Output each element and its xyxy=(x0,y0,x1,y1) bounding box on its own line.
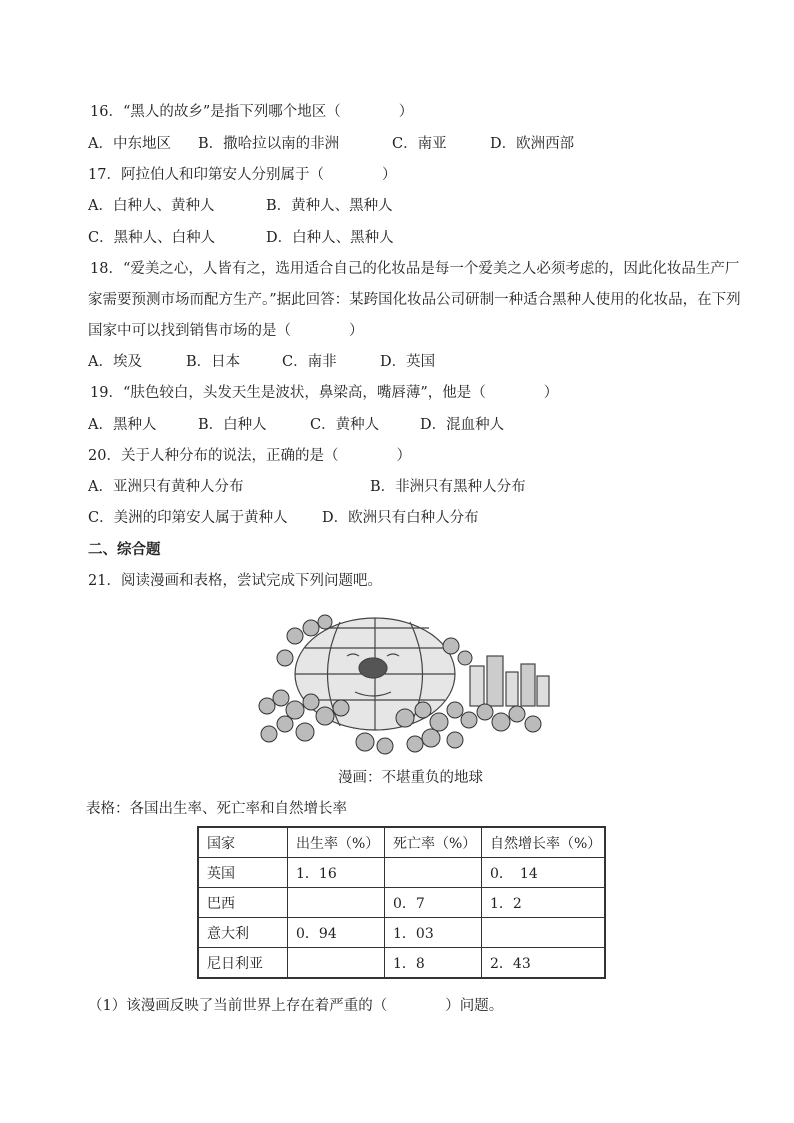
table-cell: 1．03 xyxy=(385,918,482,948)
question-18-stem-line-3: 国家中可以找到销售市场的是（ ） xyxy=(88,323,364,339)
table-cell xyxy=(482,918,606,948)
section-heading: 二、综合题 xyxy=(88,541,161,558)
question-16-stem: 16．“黑人的故乡”是指下列哪个地区（ ） xyxy=(90,104,414,120)
table-cell: 尼日利亚 xyxy=(198,948,288,979)
table-cell: 巴西 xyxy=(198,888,288,918)
q16-option-c: C．南亚 xyxy=(392,136,447,152)
cartoon-overburdened-earth xyxy=(255,606,555,756)
table-cell: 0．94 xyxy=(288,918,385,948)
q19-option-d: D．混血种人 xyxy=(420,417,505,433)
table-cell: 意大利 xyxy=(198,918,288,948)
table-row xyxy=(198,948,605,979)
q17-option-b: B．黄种人、黑种人 xyxy=(266,198,393,214)
table-cell xyxy=(385,858,482,888)
table-cell: 0． 14 xyxy=(482,858,606,888)
question-21-stem: 21．阅读漫画和表格，尝试完成下列问题吧。 xyxy=(88,573,382,589)
q17-option-d: D．白种人、黑种人 xyxy=(266,230,394,246)
table-cell: 1．8 xyxy=(385,948,482,979)
table-header-cell: 自然增长率（%） xyxy=(482,827,606,858)
q20-option-a: A．亚洲只有黄种人分布 xyxy=(88,479,244,495)
table-cell: 1．16 xyxy=(288,858,385,888)
table-cell: 英国 xyxy=(198,858,288,888)
cartoon-caption: 漫画：不堪重负的地球 xyxy=(338,770,483,786)
q19-option-c: C．黄种人 xyxy=(310,417,380,433)
q18-option-a: A．埃及 xyxy=(88,354,142,370)
table-cell xyxy=(288,888,385,918)
table-header-cell: 死亡率（%） xyxy=(385,827,482,858)
table-row xyxy=(198,858,605,888)
table-header-cell: 出生率（%） xyxy=(288,827,385,858)
population-rate-table xyxy=(197,826,606,979)
q16-option-d: D．欧洲西部 xyxy=(490,136,575,152)
table-cell: 1．2 xyxy=(482,888,606,918)
q20-option-c: C．美洲的印第安人属于黄种人 xyxy=(88,510,288,526)
q19-option-a: A．黑种人 xyxy=(88,417,157,433)
q17-option-a: A．白种人、黄种人 xyxy=(88,198,215,214)
q19-option-b: B．白种人 xyxy=(198,417,267,433)
q20-option-b: B．非洲只有黑种人分布 xyxy=(370,479,526,495)
table-row xyxy=(198,888,605,918)
q16-option-b: B．撒哈拉以南的非洲 xyxy=(198,136,340,152)
question-18-stem-line-2: 家需要预测市场而配方生产。”据此回答：某跨国化妆品公司研制一种适合黑种人使用的化妆品，在下列 xyxy=(88,292,741,308)
table-cell: 2．43 xyxy=(482,948,606,979)
table-cell: 0．7 xyxy=(385,888,482,918)
table-cell xyxy=(288,948,385,979)
q20-option-d: D．欧洲只有白种人分布 xyxy=(322,510,479,526)
q18-option-c: C．南非 xyxy=(282,354,337,370)
question-17-stem: 17．阿拉伯人和印第安人分别属于（ ） xyxy=(88,167,397,183)
q16-option-a: A．中东地区 xyxy=(88,136,171,152)
q17-option-c: C．黑种人、白种人 xyxy=(88,230,216,246)
table-header-row xyxy=(198,827,605,858)
table-caption: 表格：各国出生率、死亡率和自然增长率 xyxy=(86,801,347,817)
q18-option-b: B．日本 xyxy=(186,354,241,370)
question-18-stem-line-1: 18．“爱美之心，人皆有之，选用适合自己的化妆品是每一个爱美之人必须考虑的，因此化妆品生产厂 xyxy=(90,261,740,277)
question-20-stem: 20．关于人种分布的说法，正确的是（ ） xyxy=(88,448,411,464)
sub-question-1: （1）该漫画反映了当前世界上存在着严重的（ ）问题。 xyxy=(88,998,504,1014)
table-row xyxy=(198,918,605,948)
q18-option-d: D．英国 xyxy=(380,354,436,370)
question-19-stem: 19．“肤色较白，头发天生是波状，鼻梁高，嘴唇薄”，他是（ ） xyxy=(90,385,559,401)
table-header-cell: 国家 xyxy=(198,827,288,858)
